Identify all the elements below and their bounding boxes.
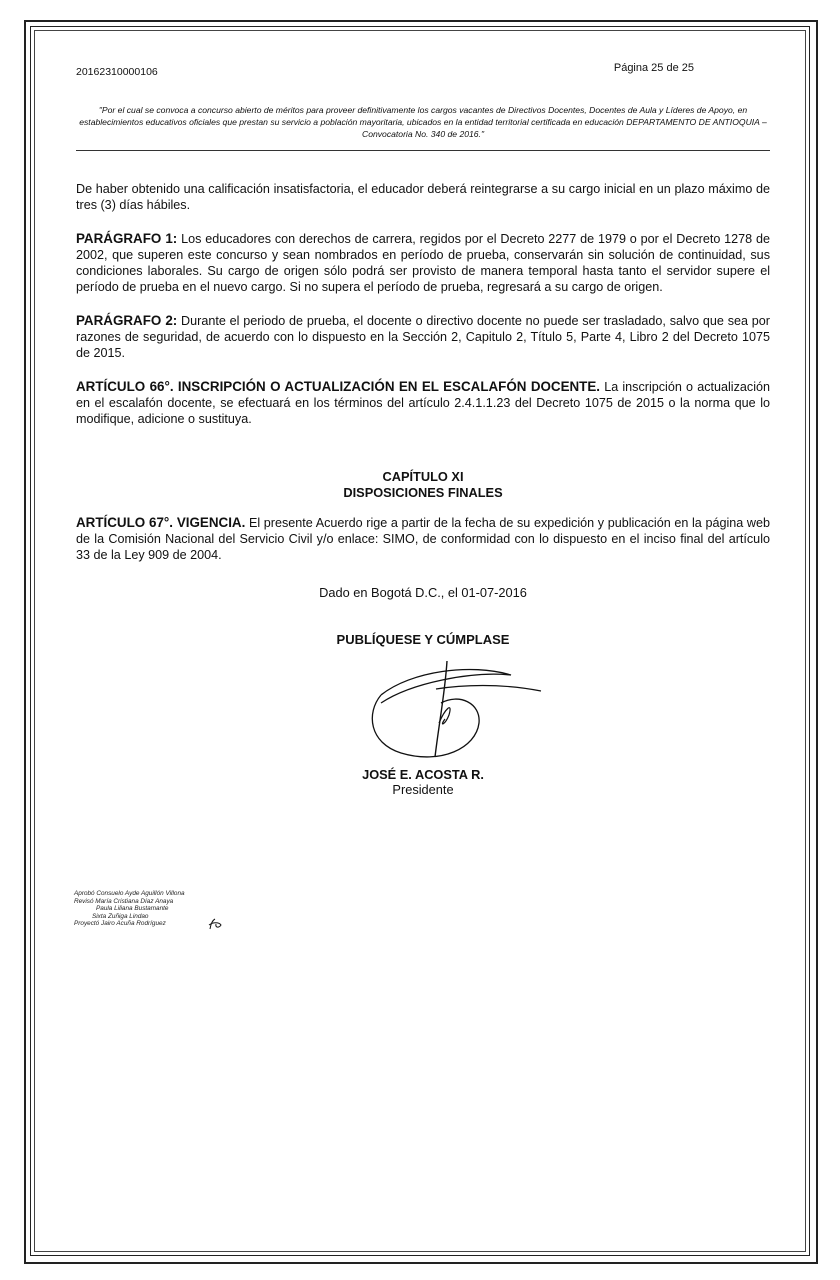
credit-reviewer-2: Paula Liliana Bustamante: [96, 905, 169, 913]
paragrafo-1-heading: PARÁGRAFO 1:: [76, 231, 178, 246]
handwritten-signature: [341, 653, 561, 763]
paragrafo-1: [76, 231, 770, 295]
articulo-66-text: La inscripción o actualización en el escalafón docente, se efectuará en los términos del artículo 2.4.1.1.23 del Decreto 1075 de 2015 o la norma que lo modifique, adicione o sustituya.: [76, 380, 771, 426]
intro-paragraph: De haber obtenido una calificación insatisfactoria, el educador deberá reintegrarse a su cargo inicial en un plazo máximo de tres (3) días hábiles.: [76, 182, 770, 212]
initials-icon: [207, 917, 223, 931]
signature-block: [76, 653, 770, 763]
credit-approved: Aprobó Consuelo Ayde Aguillón Villona: [74, 890, 185, 897]
document-header: [76, 62, 770, 82]
articulo-67: [76, 515, 770, 563]
credit-projected-row: [74, 920, 185, 928]
header-divider: [76, 150, 770, 151]
review-credits: [74, 890, 185, 928]
resolution-title: "Por el cual se convoca a concurso abierto de méritos para proveer definitivamente los cargos vacantes de Directivos Docentes, Docentes de Aula y Líderes de Apoyo, en establecimientos educativos oficiales que prestan su servicio a población mayoritaria, ubicados en la entidad territorial certificada en educación DEPARTAMENTO DE ANTIOQUIA – Convocatoria No. 340 de 2016.": [79, 105, 767, 139]
signer-name: JOSÉ E. ACOSTA R.: [362, 767, 484, 782]
articulo-66: [76, 379, 770, 427]
credit-reviewed: Revisó María Cristiana Díaz Anaya: [74, 897, 174, 905]
chapter-title: DISPOSICIONES FINALES: [343, 485, 503, 500]
chapter-heading: [76, 469, 770, 501]
articulo-67-text: El presente Acuerdo rige a partir de la fecha de su expedición y publicación en la página web de la Comisión Nacional del Servicio Civil y/o enlace: SIMO, de conformidad con lo dispuesto en el inciso final del artículo 33 de la Ley 909 de 2004.: [76, 516, 770, 562]
page-number: Página 25 de 25: [613, 62, 694, 74]
signer-role: Presidente: [392, 782, 454, 797]
document-page: [76, 62, 771, 797]
chapter-number: CAPÍTULO XI: [382, 469, 464, 484]
document-number: 20162310000106: [76, 66, 158, 78]
credit-projected: Proyectó Jairo Acuña Rodríguez: [74, 920, 166, 928]
dated-at: Dado en Bogotá D.C., el 01-07-2016: [319, 585, 527, 600]
articulo-66-heading: ARTÍCULO 66°. INSCRIPCIÓN O ACTUALIZACIÓN EN EL ESCALAFÓN DOCENTE.: [76, 379, 601, 394]
paragrafo-1-text: Los educadores con derechos de carrera, regidos por el Decreto 2277 de 1979 o por el Decreto 1278 de 2002, que superen este concurso y sean nombrados en período de prueba, conservarán sin solución de continuidad, sus condiciones laborales. Su cargo de origen sólo podrá ser provisto de manera temporal hasta tanto el servidor supere el período de prueba en el nuevo cargo. Si no supera el período de prueba, regresará a su cargo de origen.: [76, 232, 770, 294]
articulo-67-heading: ARTÍCULO 67°. VIGENCIA.: [76, 515, 246, 530]
credit-reviewer-3: Sixta Zuñiga Lindao: [92, 912, 149, 920]
paragrafo-2-text: Durante el periodo de prueba, el docente o directivo docente no puede ser trasladado, salvo que sea por razones de seguridad, de acuerdo con lo dispuesto en la Sección 2, Capitulo 2, Título 5, Parte 4, Libro 2 del Decreto 1075 de 2015.: [76, 314, 770, 360]
publish-statement: PUBLÍQUESE Y CÚMPLASE: [336, 632, 510, 647]
paragrafo-2-heading: PARÁGRAFO 2:: [76, 313, 178, 328]
paragrafo-2: [76, 313, 770, 361]
